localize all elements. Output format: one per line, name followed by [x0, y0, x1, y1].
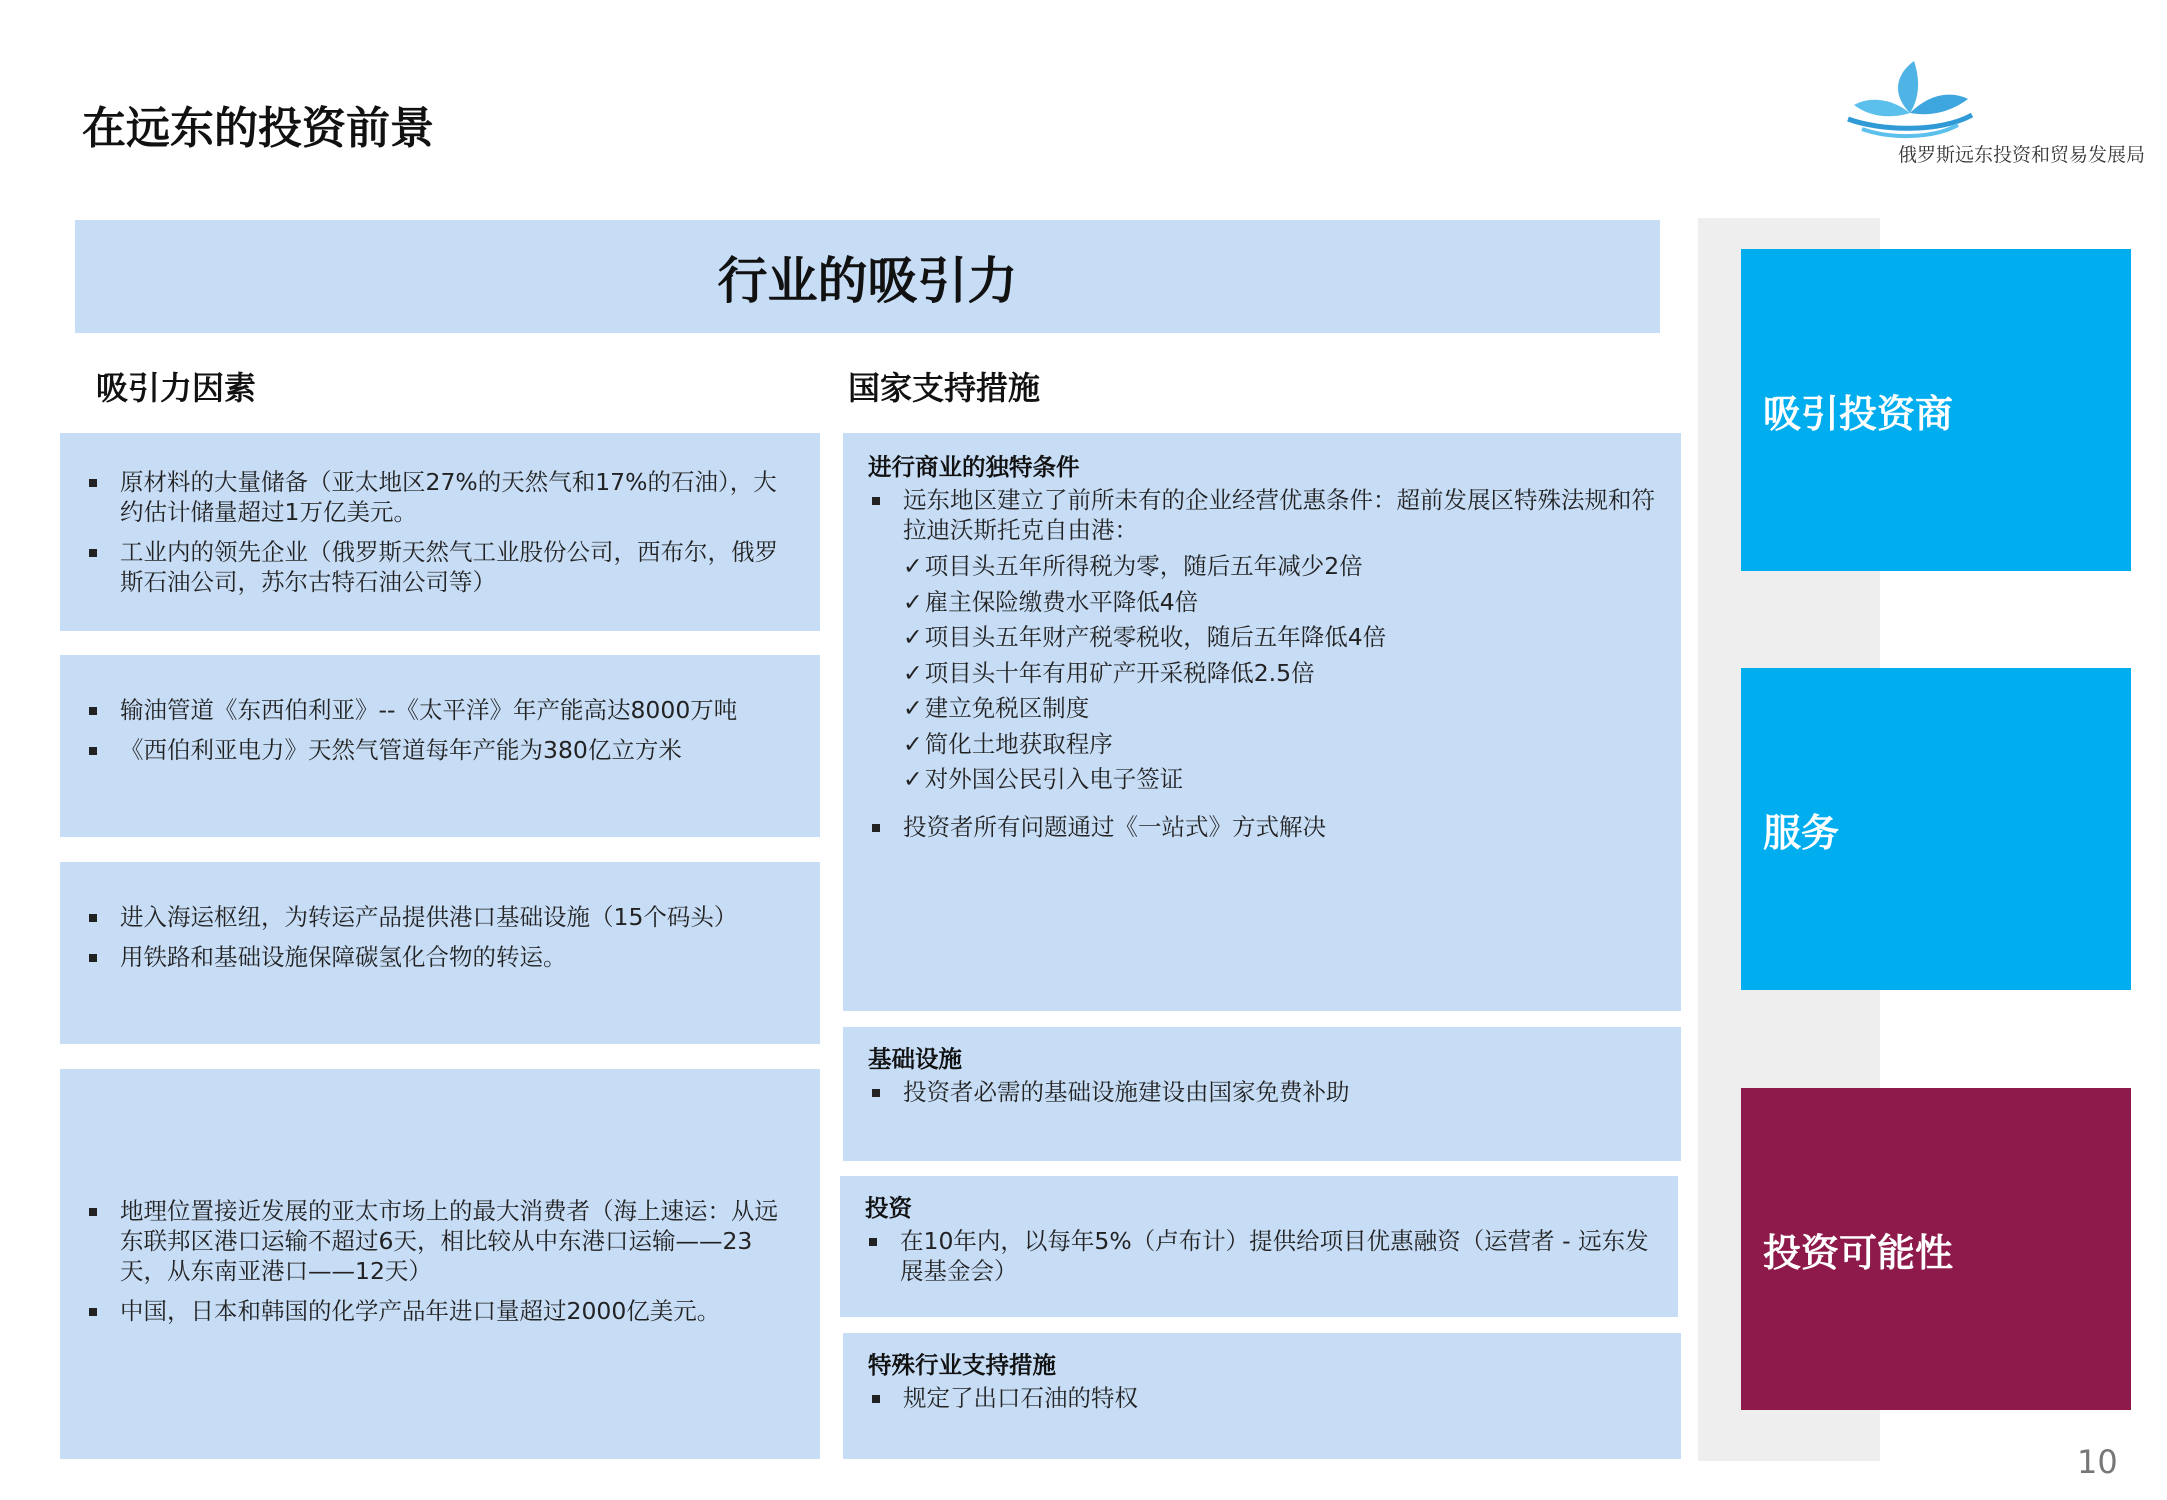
page-number: 10	[2077, 1443, 2118, 1481]
list-item: 原材料的大量储备（亚太地区27%的天然气和17%的石油），大约估计储量超过1万亿美元。	[85, 467, 795, 527]
list-item: 输油管道《东西伯利亚》--《太平洋》年产能高达8000万吨	[85, 695, 795, 725]
list-item: 在10年内，以每年5%（卢布计）提供给项目优惠融资（运营者 - 远东发展基金会）	[865, 1226, 1653, 1286]
sidebar-box-attract-investors[interactable]	[1741, 249, 2131, 571]
factor-card-ports	[60, 862, 820, 1044]
sidebar-box-label: 投资可能性	[1763, 1230, 1954, 1275]
check-item: ✓ 项目头十年有用矿产开采税降低2.5倍	[903, 656, 1656, 692]
support-card-investment	[840, 1176, 1678, 1317]
lotus-logo-icon	[1840, 55, 1980, 145]
list-item: 投资者必需的基础设施建设由国家免费补助	[868, 1077, 1656, 1107]
support-card-conditions	[843, 433, 1681, 1011]
card-title: 特殊行业支持措施	[868, 1351, 1056, 1379]
check-item: ✓ 简化土地获取程序	[903, 727, 1656, 763]
card-title: 进行商业的独特条件	[868, 453, 1080, 481]
factor-card-pipelines	[60, 655, 820, 837]
sidebar-box-investment-opportunities[interactable]	[1741, 1088, 2131, 1410]
right-column-heading: 国家支持措施	[848, 369, 1041, 407]
factor-card-markets	[60, 1069, 820, 1459]
check-item: ✓ 对外国公民引入电子签证	[903, 762, 1656, 798]
factor-card-resources	[60, 433, 820, 631]
check-item: ✓ 项目头五年所得税为零，随后五年减少2倍	[903, 549, 1656, 585]
list-item: 中国，日本和韩国的化学产品年进口量超过2000亿美元。	[85, 1296, 795, 1326]
list-item: 地理位置接近发展的亚太市场上的最大消费者（海上速运：从远东联邦区港口运输不超过6天，相比较从中东港口运输——23天，从东南亚港口——12天）	[85, 1196, 795, 1286]
list-item: 工业内的领先企业（俄罗斯天然气工业股份公司，西布尔，俄罗斯石油公司，苏尔古特石油公司等）	[85, 537, 795, 597]
page-title: 在远东的投资前景	[82, 103, 434, 154]
check-item: ✓ 雇主保险缴费水平降低4倍	[903, 585, 1656, 621]
sidebar-box-label: 吸引投资商	[1763, 391, 1954, 436]
logo-caption: 俄罗斯远东投资和贸易发展局	[1898, 144, 2146, 166]
support-card-special	[843, 1333, 1681, 1459]
list-item: 投资者所有问题通过《一站式》方式解决	[868, 812, 1656, 842]
sidebar-box-label: 服务	[1763, 810, 1840, 855]
card-title: 基础设施	[868, 1045, 962, 1073]
list-item: 远东地区建立了前所未有的企业经营优惠条件：超前发展区特殊法规和符拉迪沃斯托克自由港：	[868, 485, 1656, 545]
check-item: ✓ 项目头五年财产税零税收，随后五年降低4倍	[903, 620, 1656, 656]
left-column-heading: 吸引力因素	[96, 369, 257, 407]
list-item: 《西伯利亚电力》天然气管道每年产能为380亿立方米	[85, 735, 795, 765]
list-item: 进入海运枢纽，为转运产品提供港口基础设施（15个码头）	[85, 902, 795, 932]
list-item: 规定了出口石油的特权	[868, 1383, 1656, 1413]
list-item: 用铁路和基础设施保障碳氢化合物的转运。	[85, 942, 795, 972]
section-banner: 行业的吸引力	[75, 220, 1660, 333]
support-card-infrastructure	[843, 1027, 1681, 1161]
check-item: ✓ 建立免税区制度	[903, 691, 1656, 727]
sidebar-box-services[interactable]	[1741, 668, 2131, 990]
card-title: 投资	[865, 1194, 912, 1222]
